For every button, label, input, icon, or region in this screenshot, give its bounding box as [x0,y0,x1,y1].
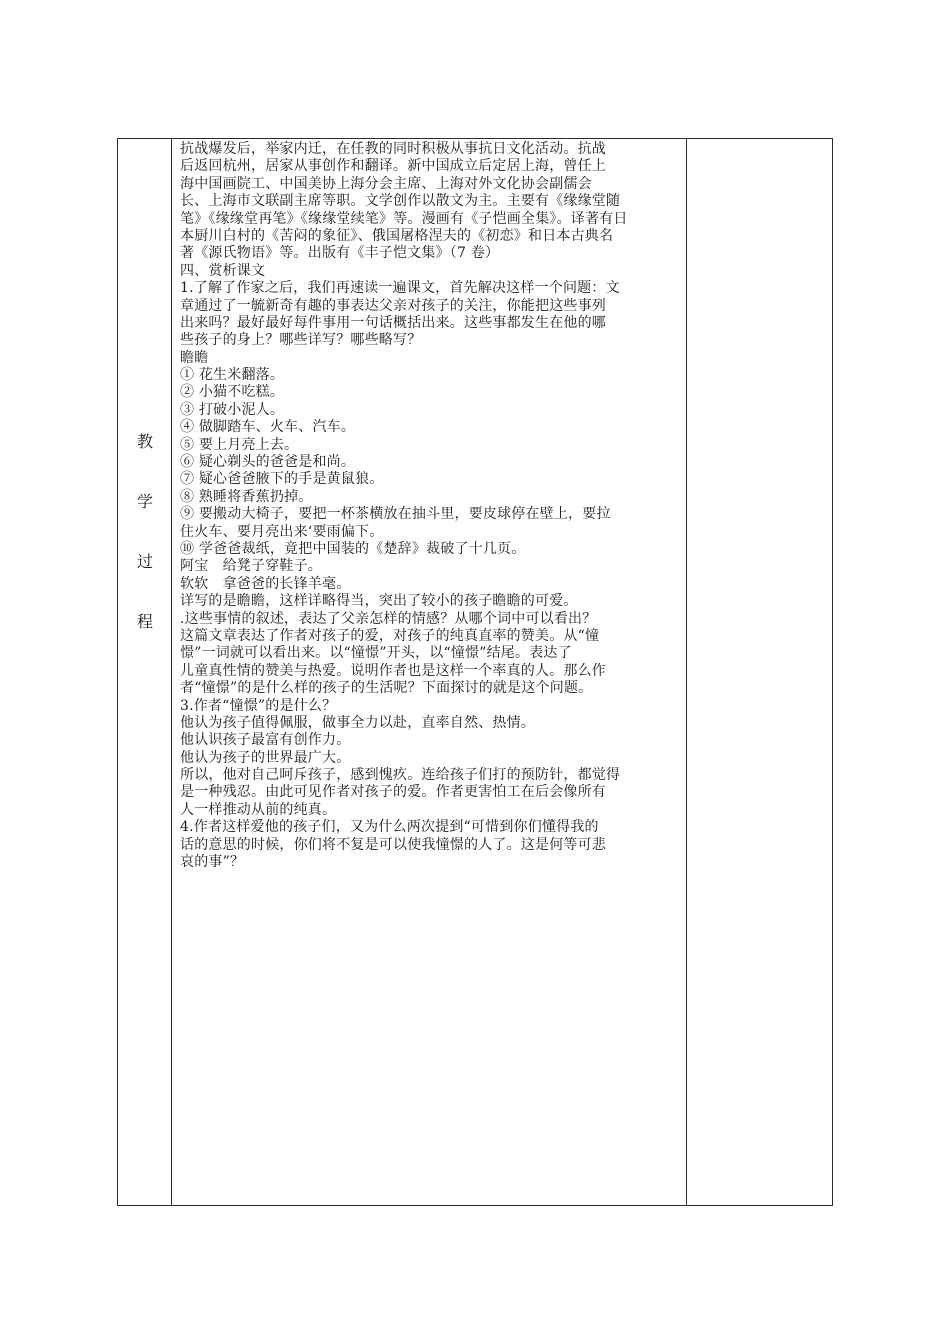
section-label-char: 学 [136,492,153,511]
content-line: 阿宝 给凳子穿鞋子。 [180,558,322,575]
content-line: 者“憧憬”的是什么样的孩子的生活呢？下面探讨的就是这个问题。 [180,680,593,697]
content-line: ① 花生米翻落。 [180,367,285,384]
notes-cell [687,139,832,1205]
content-line: ④ 做脚踏车、火车、汽车。 [180,419,356,436]
content-line: 1.了解了作家之后，我们再速读一遍课文，首先解决这样一个问题：文 [180,280,620,297]
content-line: 人一样推动从前的纯真。 [180,801,337,818]
section-label-cell [118,139,172,1205]
content-line: 话的意思的时候，你们将不复是可以使我憧憬的人了。这是何等可悲 [180,836,606,853]
content-line: 是一种残忍。由此可见作者对孩子的爱。作者更害怕工在后会像所有 [180,784,606,801]
content-line: 本厨川白村的《苦闷的象征》、俄国屠格涅夫的《初恋》和日本古典名 [180,227,614,244]
section-label-char: 程 [136,612,153,631]
section-label-char: 过 [136,552,153,571]
content-line: 憬”一词就可以看出来。以“憧憬”开头，以“憧憬”结尾。表达了 [180,645,572,662]
content-line: ⑥ 疑心剃头的爸爸是和尚。 [180,454,356,471]
content-line: ⑦ 疑心爸爸腋下的手是黄鼠狼。 [180,471,384,488]
content-line: 抗战爆发后，举家内迁，在任教的同时积极从事抗日文化活动。抗战 [180,141,606,157]
content-line: 出来吗？最好最好每件事用一句话概括出来。这些事都发生在他的哪 [180,314,606,331]
content-line: 哀的事”？ [180,854,245,871]
content-line: 他认识孩子最富有创作力。 [180,732,351,749]
lesson-table [117,138,833,1206]
content-line: 住火车、要月亮出来‘要雨偏下。 [180,523,384,540]
content-line: 笔》《缘缘堂再笔》《缘缘堂续笔》等。漫画有《子恺画全集》。译著有日 [180,210,628,227]
content-line: 后返回杭州，居家从事创作和翻译。新中国成立后定居上海，曾任上 [180,158,606,175]
content-line: 所以，他对自己呵斥孩子，感到愧疚。连给孩子们打的预防针，都觉得 [180,767,621,784]
content-line: ⑤ 要上月亮上去。 [180,436,299,453]
content-line: 瞻瞻 [180,349,209,366]
content-line: ⑩ 学爸爸裁纸，竟把中国装的《楚辞》裁破了十几页。 [180,540,526,557]
content-line: 长、上海市文联副主席等职。文学创作以散文为主。主要有《缘缘堂随 [180,193,621,210]
content-line: 他认为孩子值得佩服，做事全力以赴，直率自然、热情。 [180,714,535,731]
lesson-content-cell [180,141,680,871]
content-line: 3.作者“憧憬”的是什么？ [180,697,337,714]
content-line: 四、赏析课文 [180,262,266,279]
content-line: 儿童真性情的赞美与热爱。说明作者也是这样一个率真的人。那么作 [180,662,606,679]
content-line: ⑨ 要搬动大椅子，要把一杯茶横放在抽斗里，要皮球停在壁上，要拉 [180,506,611,523]
section-label [118,434,172,674]
content-line: .这些事情的叙述，表达了父亲怎样的情感？从哪个词中可以看出？ [180,610,597,627]
content-line: 他认为孩子的世界最广大。 [180,749,351,766]
content-line: ③ 打破小泥人。 [180,401,285,418]
content-line: 些孩子的身上？哪些详写？哪些略写？ [180,332,422,349]
content-line: 软软 拿爸爸的长锋羊毫。 [180,575,351,592]
content-line: 详写的是瞻瞻，这样详略得当，突出了较小的孩子瞻瞻的可爱。 [180,593,578,610]
content-line: ② 小猫不吃糕。 [180,384,285,401]
section-label-char: 教 [136,432,153,451]
content-line: ⑧ 熟睡将香蕉扔掉。 [180,488,313,505]
content-line: 海中国画院工、中国美协上海分会主席、上海对外文化协会副儒会 [180,175,592,192]
content-line: 4.作者这样爱他的孩子们，又为什么两次提到“可惜到你们懂得我的 [180,819,599,836]
content-line: 这篇文章表达了作者对孩子的爱，对孩子的纯真直率的赞美。从“憧 [180,627,600,644]
content-line: 章通过了一毓新奇有趣的事表达父亲对孩子的关注，你能把这些事列 [180,297,606,314]
content-line: 著《源氏物语》等。出版有《丰子恺文集》（7 卷） [180,245,500,262]
